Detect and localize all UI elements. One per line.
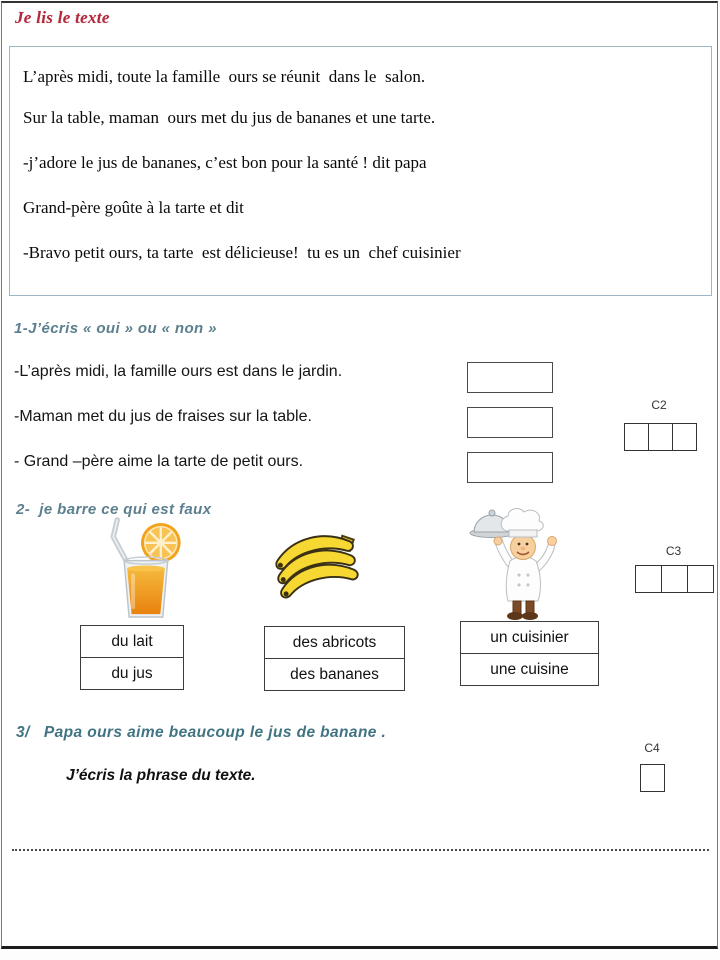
question3-heading: 3/ Papa ours aime beaucoup le jus de banane . bbox=[16, 724, 387, 741]
competence-cell[interactable] bbox=[673, 423, 697, 451]
writing-line[interactable] bbox=[12, 835, 709, 851]
q2-choice[interactable]: un cuisinier bbox=[490, 628, 569, 646]
competence-c2-grid bbox=[624, 423, 697, 451]
chef-icon bbox=[462, 503, 574, 623]
q1-answer-box-3[interactable] bbox=[467, 452, 553, 483]
competence-c3-label: C3 bbox=[665, 544, 682, 558]
competence-cell[interactable] bbox=[662, 565, 688, 593]
q2-choice-table-2 bbox=[264, 626, 405, 691]
competence-cell[interactable] bbox=[624, 423, 649, 451]
page-title: Je lis le texte bbox=[15, 8, 110, 27]
question1-heading: 1-J’écris « oui » ou « non » bbox=[14, 320, 217, 337]
q1-statement-3: - Grand –père aime la tarte de petit ours. bbox=[14, 453, 304, 470]
story-line: -j’adore le jus de bananes, c’est bon pour la santé ! dit papa bbox=[23, 153, 427, 172]
story-line: L’après midi, toute la famille ours se réunit dans le salon. bbox=[23, 67, 426, 86]
q2-choice[interactable]: du jus bbox=[81, 657, 183, 689]
competence-c3-grid bbox=[635, 565, 714, 593]
competence-cell[interactable] bbox=[688, 565, 714, 593]
q1-statement-2: -Maman met du jus de fraises sur la table. bbox=[14, 408, 312, 425]
q2-choice-table-1 bbox=[80, 625, 184, 690]
competence-c4-label: C4 bbox=[644, 741, 660, 755]
competence-cell[interactable] bbox=[640, 764, 665, 792]
q2-choice[interactable]: une cuisine bbox=[461, 653, 598, 685]
bananas-icon bbox=[268, 527, 368, 615]
q2-choice[interactable]: des abricots bbox=[292, 633, 377, 651]
worksheet-page bbox=[1, 1, 718, 949]
question2-heading: 2- je barre ce qui est faux bbox=[16, 501, 212, 518]
competence-cell[interactable] bbox=[649, 423, 673, 451]
q1-statement-1: -L’après midi, la famille ours est dans le jardin. bbox=[14, 363, 343, 380]
q2-choice-table-3 bbox=[460, 621, 599, 686]
juice-glass-icon bbox=[88, 517, 192, 621]
q2-choice[interactable]: du lait bbox=[111, 632, 153, 650]
competence-c4-grid bbox=[640, 764, 665, 792]
q1-answer-box-2[interactable] bbox=[467, 407, 553, 438]
story-line: Grand-père goûte à la tarte et dit bbox=[23, 198, 244, 217]
q2-choice[interactable]: des bananes bbox=[265, 658, 404, 690]
q1-answer-box-1[interactable] bbox=[467, 362, 553, 393]
story-line: Sur la table, maman ours met du jus de bananes et une tarte. bbox=[23, 108, 436, 127]
competence-c2-label: C2 bbox=[651, 398, 667, 412]
competence-cell[interactable] bbox=[635, 565, 662, 593]
story-line: -Bravo petit ours, ta tarte est délicieuse! tu es un chef cuisinier bbox=[23, 243, 461, 262]
reading-text-box bbox=[9, 46, 712, 296]
q3-instruction: J’écris la phrase du texte. bbox=[66, 767, 256, 784]
